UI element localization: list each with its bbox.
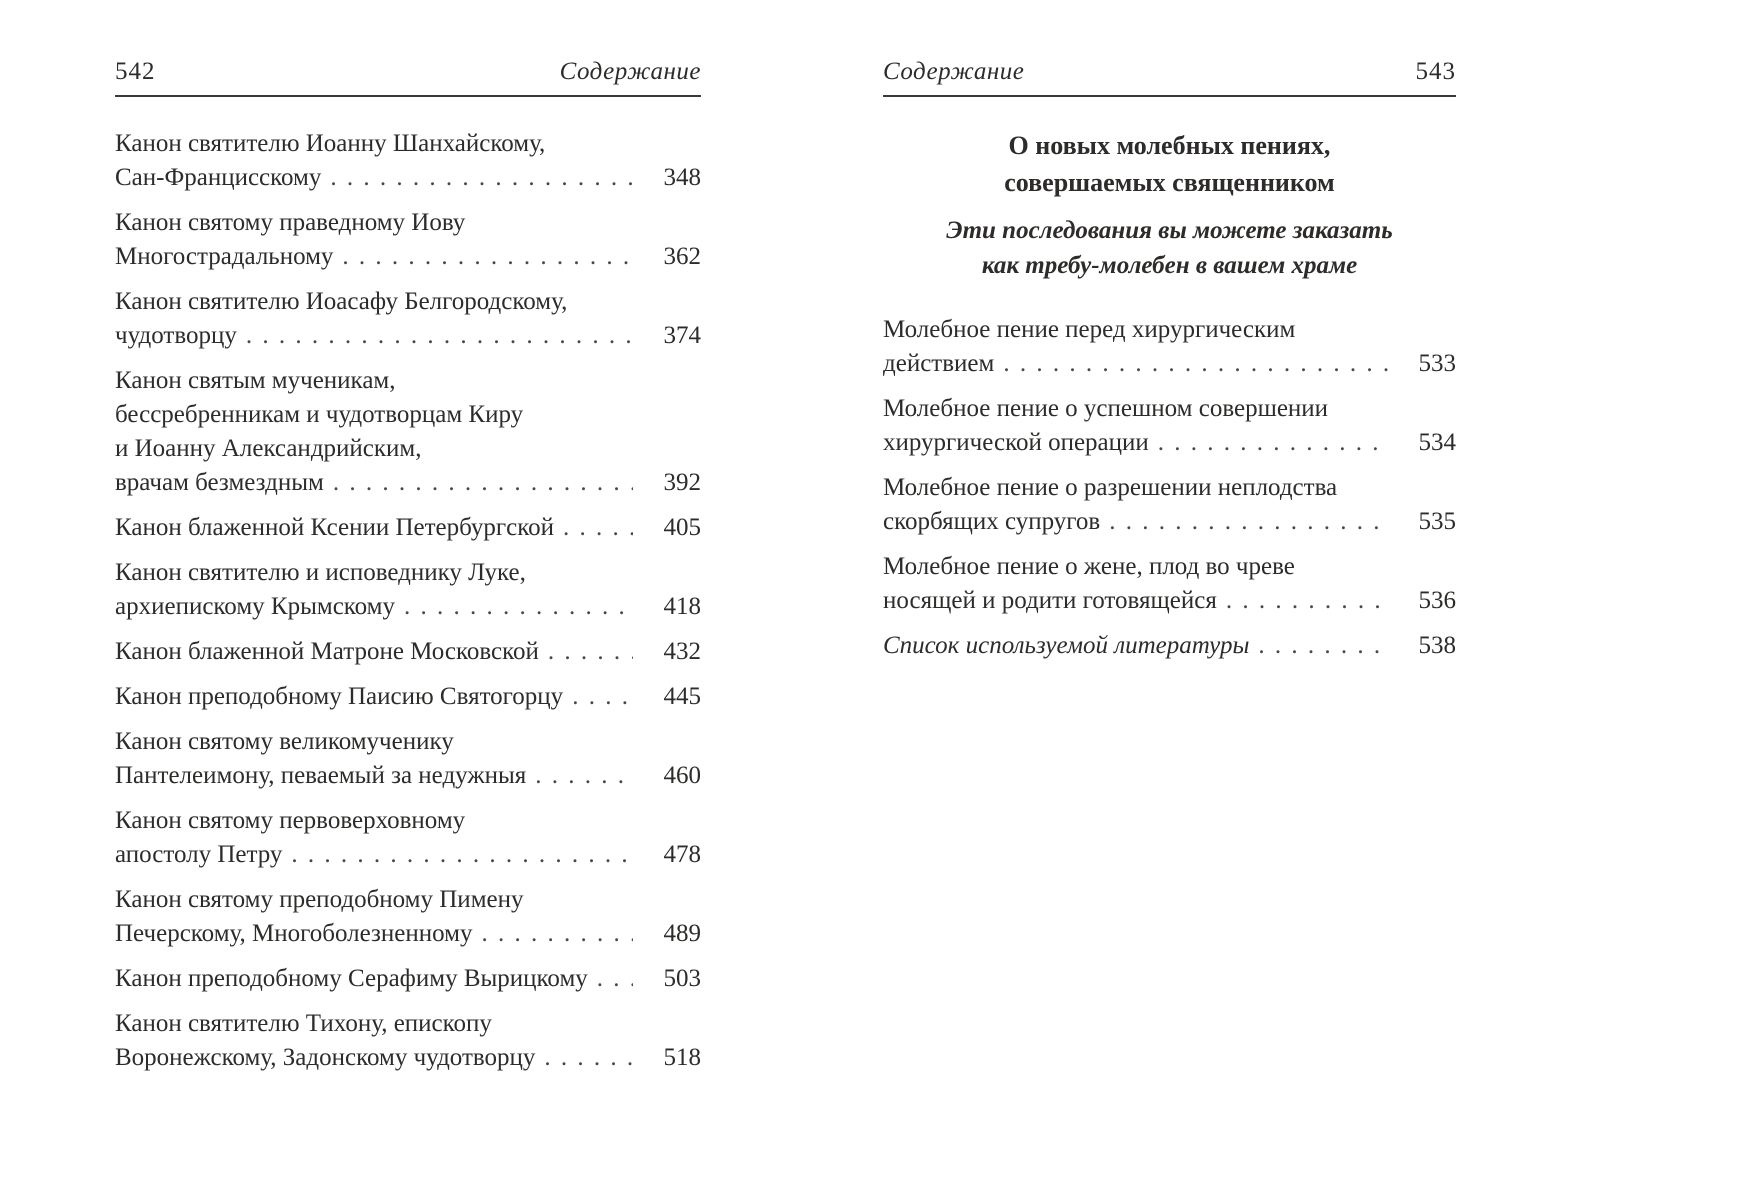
toc-page-number: 535 bbox=[1418, 508, 1456, 535]
section-subtitle bbox=[883, 213, 1456, 283]
toc-entry-line bbox=[115, 319, 701, 353]
toc-entry-text: хирургической операции bbox=[883, 429, 1149, 456]
toc-entry-text: Пантелеимону, певаемый за недужныя bbox=[115, 762, 527, 789]
toc-entry-line bbox=[883, 550, 1456, 584]
toc-entry-text: Многострадальному bbox=[115, 243, 334, 270]
toc-entry-line bbox=[115, 725, 701, 759]
toc-page-number: 534 bbox=[1418, 429, 1456, 456]
toc-entry bbox=[115, 285, 701, 353]
toc-page-number: 533 bbox=[1418, 350, 1456, 377]
toc-entry-text: Канон святому преподобному Пимену bbox=[115, 886, 524, 913]
toc-entry-text: чудотворцу bbox=[115, 322, 237, 349]
toc-entry-line bbox=[115, 962, 701, 996]
dot-leader bbox=[246, 319, 633, 353]
toc-page-number: 432 bbox=[663, 638, 701, 665]
dot-leader bbox=[535, 759, 633, 793]
toc-entry-line bbox=[115, 206, 701, 240]
toc-entry-line bbox=[115, 161, 701, 195]
toc-entry-text: Канон преподобному Серафиму Вырицкому bbox=[115, 965, 588, 992]
toc-entry-line bbox=[115, 285, 701, 319]
toc-entry-text: Канон святителю Иоасафу Белгородскому, bbox=[115, 288, 568, 315]
left-running-head-title: Содержание bbox=[559, 58, 701, 85]
toc-entry bbox=[115, 680, 701, 714]
dot-leader bbox=[1003, 347, 1388, 381]
right-page-number: 543 bbox=[1415, 58, 1456, 85]
toc-entry bbox=[115, 635, 701, 669]
page-right bbox=[871, 0, 1742, 1181]
toc-entry-line bbox=[115, 556, 701, 590]
toc-entry bbox=[115, 1007, 701, 1075]
toc-entry-text: Канон блаженной Матроне Московской bbox=[115, 638, 539, 665]
toc-entry-text: Канон святым мученикам, bbox=[115, 367, 396, 394]
toc-page-number: 538 bbox=[1418, 632, 1456, 659]
toc-page-number: 418 bbox=[663, 593, 701, 620]
toc-entry-line bbox=[883, 584, 1456, 618]
toc-entry bbox=[115, 962, 701, 996]
toc-entry-line bbox=[115, 804, 701, 838]
toc-entry bbox=[883, 471, 1456, 539]
toc-entry bbox=[883, 629, 1456, 663]
dot-leader bbox=[404, 590, 633, 624]
toc-entry-text: носящей и родити готовящейся bbox=[883, 587, 1217, 614]
toc-page-number: 536 bbox=[1418, 587, 1456, 614]
toc-page-number: 374 bbox=[663, 322, 701, 349]
dot-leader bbox=[563, 511, 633, 545]
toc-entry-text: Канон святому великомученику bbox=[115, 728, 454, 755]
toc-entry bbox=[115, 883, 701, 951]
toc-page-number: 478 bbox=[663, 841, 701, 868]
dot-leader bbox=[1109, 505, 1388, 539]
toc-entry-line bbox=[883, 471, 1456, 505]
left-toc-list bbox=[115, 127, 701, 1075]
toc-entry-line bbox=[115, 466, 701, 500]
toc-page-number: 445 bbox=[663, 683, 701, 710]
toc-page-number: 489 bbox=[663, 920, 701, 947]
toc-page-number: 460 bbox=[663, 762, 701, 789]
section-title-line-1: О новых молебных пениях, bbox=[1008, 131, 1331, 160]
toc-page-number: 503 bbox=[663, 965, 701, 992]
toc-entry-text: врачам безмездным bbox=[115, 469, 324, 496]
dot-leader bbox=[572, 680, 633, 714]
toc-entry-text: Молебное пение о разрешении неплодства bbox=[883, 474, 1338, 501]
toc-entry bbox=[115, 127, 701, 195]
toc-entry-line bbox=[883, 505, 1456, 539]
section-subtitle-line-2: как требу-молебен в вашем храме bbox=[981, 252, 1358, 279]
left-running-head bbox=[115, 58, 701, 97]
toc-entry bbox=[883, 550, 1456, 618]
toc-entry bbox=[115, 725, 701, 793]
toc-entry-text: действием bbox=[883, 350, 995, 377]
dot-leader bbox=[1226, 584, 1388, 618]
dot-leader bbox=[333, 466, 633, 500]
toc-entry-text: Печерскому, Многоболезненному bbox=[115, 920, 473, 947]
dot-leader bbox=[481, 917, 633, 951]
toc-entry-line bbox=[115, 759, 701, 793]
toc-entry bbox=[115, 511, 701, 545]
dot-leader bbox=[342, 240, 633, 274]
toc-page-number: 362 bbox=[663, 243, 701, 270]
toc-entry-text: Канон святителю Иоанну Шанхайскому, bbox=[115, 130, 546, 157]
toc-entry-text: Список используемой литературы bbox=[883, 632, 1250, 659]
toc-entry-text: Сан-Францисскому bbox=[115, 164, 322, 191]
toc-entry-line bbox=[115, 364, 701, 398]
toc-page-number: 392 bbox=[663, 469, 701, 496]
toc-page-number: 348 bbox=[663, 164, 701, 191]
toc-entry-line bbox=[115, 240, 701, 274]
toc-entry-text: скорбящих супругов bbox=[883, 508, 1101, 535]
toc-entry-line bbox=[115, 1041, 701, 1075]
toc-entry-line bbox=[115, 838, 701, 872]
toc-page-number: 405 bbox=[663, 514, 701, 541]
toc-entry-line bbox=[883, 313, 1456, 347]
section-title bbox=[883, 127, 1456, 201]
dot-leader bbox=[330, 161, 633, 195]
toc-entry bbox=[883, 392, 1456, 460]
dot-leader bbox=[548, 635, 633, 669]
left-page-number: 542 bbox=[115, 58, 156, 85]
toc-entry bbox=[115, 364, 701, 500]
toc-entry bbox=[115, 804, 701, 872]
dot-leader bbox=[1258, 629, 1388, 663]
toc-entry-text: Канон святителю Тихону, епископу bbox=[115, 1010, 492, 1037]
toc-entry-text: и Иоанну Александрийским, bbox=[115, 435, 422, 462]
toc-entry-text: Воронежскому, Задонскому чудотворцу bbox=[115, 1044, 536, 1071]
right-running-head-title: Содержание bbox=[883, 58, 1025, 85]
dot-leader bbox=[291, 838, 633, 872]
toc-entry-line bbox=[883, 629, 1456, 663]
toc-entry-line bbox=[883, 426, 1456, 460]
toc-entry-line bbox=[115, 511, 701, 545]
toc-entry-text: Канон святому праведному Иову bbox=[115, 209, 466, 236]
toc-entry-line bbox=[115, 883, 701, 917]
toc-entry-line bbox=[883, 392, 1456, 426]
dot-leader bbox=[597, 962, 633, 996]
toc-entry-line bbox=[115, 432, 701, 466]
toc-entry-line bbox=[115, 590, 701, 624]
toc-page-number: 518 bbox=[663, 1044, 701, 1071]
right-running-head bbox=[883, 58, 1456, 97]
section-subtitle-line-1: Эти последования вы можете заказать bbox=[946, 217, 1393, 244]
toc-entry-line bbox=[115, 398, 701, 432]
toc-entry-line bbox=[115, 917, 701, 951]
toc-entry-line bbox=[115, 127, 701, 161]
toc-entry-line bbox=[883, 347, 1456, 381]
toc-entry-text: Канон блаженной Ксении Петербургской bbox=[115, 514, 555, 541]
section-title-line-2: совершаемых священником bbox=[1004, 168, 1335, 197]
toc-entry-text: Молебное пение перед хирургическим bbox=[883, 316, 1296, 343]
toc-entry-text: Канон святому первоверховному bbox=[115, 807, 466, 834]
toc-entry-text: бессребренникам и чудотворцам Киру bbox=[115, 401, 524, 428]
toc-entry-line bbox=[115, 680, 701, 714]
toc-entry bbox=[883, 313, 1456, 381]
toc-entry-text: апостолу Петру bbox=[115, 841, 283, 868]
toc-entry-text: архиепискому Крымскому bbox=[115, 593, 396, 620]
toc-entry-text: Молебное пение о жене, плод во чреве bbox=[883, 553, 1295, 580]
toc-entry-text: Канон святителю и исповеднику Луке, bbox=[115, 559, 526, 586]
right-toc-list bbox=[883, 313, 1456, 663]
dot-leader bbox=[544, 1041, 633, 1075]
toc-entry-line bbox=[115, 1007, 701, 1041]
toc-entry-text: Канон преподобному Паисию Святогорцу bbox=[115, 683, 564, 710]
toc-entry-line bbox=[115, 635, 701, 669]
toc-entry bbox=[115, 556, 701, 624]
toc-entry-text: Молебное пение о успешном совершении bbox=[883, 395, 1329, 422]
toc-entry bbox=[115, 206, 701, 274]
dot-leader bbox=[1158, 426, 1388, 460]
